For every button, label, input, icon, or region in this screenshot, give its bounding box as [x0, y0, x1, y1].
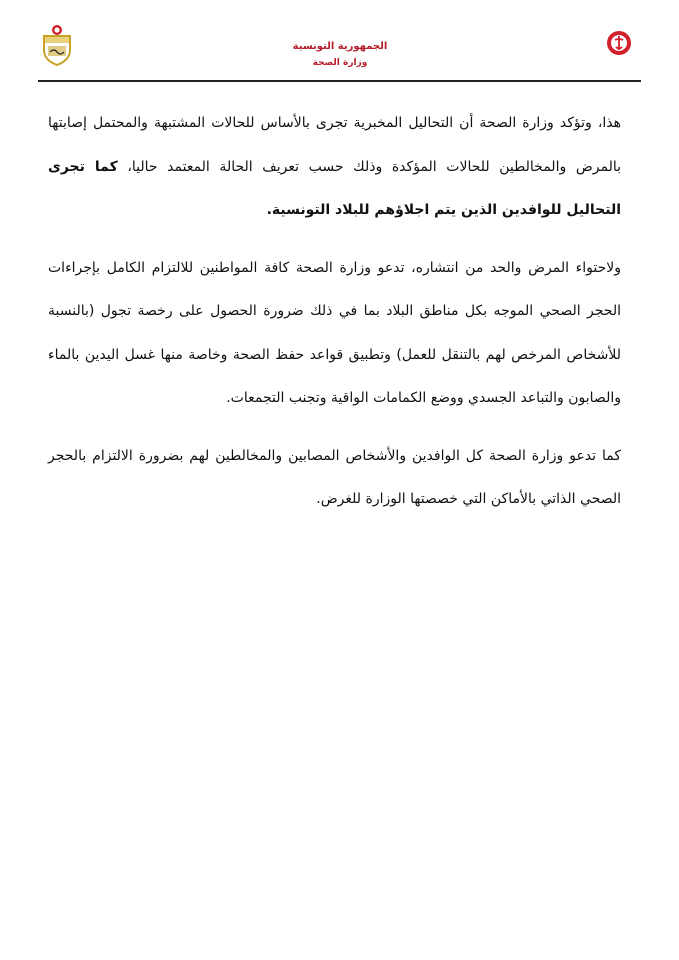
header-republic: الجمهورية التونسية: [292, 41, 388, 52]
letterhead: [0, 0, 679, 82]
header-ministry: وزارة الصحة: [312, 58, 368, 68]
paragraph-quarantine: كما تدعو وزارة الصحة كل الوافدين والأشخاص المصابين والمخالطين لهم بضرورة الالتزام بالحجر الصحي الذاتي بالأماكن التي خصصتها الوزارة للغرض.: [48, 447, 621, 507]
document-body: [48, 102, 621, 536]
paragraph-containment: ولاحتواء المرض والحد من انتشاره، تدعو وزارة الصحة كافة المواطنين للالتزام الكامل بإجراءات الحجر الصحي الموجه بكل مناطق البلاد بما في ذلك ضرورة الحصول على رخصة تجول (بالنسبة للأشخاص المرخص لهم بالتنقل للعمل) وتطبيق قواعد حفظ الصحة وخاصة منها غسل اليدين بالماء والصابون والتباعد الجسدي ووضع الكمامات الواقية وتجنب التجمعات.: [48, 259, 621, 406]
tunisia-coat-of-arms-icon: [40, 24, 74, 66]
paragraph-text: هذا، وتؤكد وزارة الصحة أن التحاليل المخبرية تجرى بالأساس للحالات المشتبهة والمحتمل إصابتها بالمرض والمخالطين للحالات المؤكدة وذلك حسب تعريف الحالة المعتمد حاليا،: [48, 115, 622, 175]
header-divider: [38, 80, 641, 82]
letterhead-title: [230, 40, 450, 70]
paragraph-bold-text: كما تجرى التحاليل للوافدين الذين يتم اجلاؤهم للبلاد التونسية.: [48, 158, 621, 218]
paragraph-testing: [48, 102, 621, 233]
ministry-of-health-logo-icon: [606, 30, 632, 56]
